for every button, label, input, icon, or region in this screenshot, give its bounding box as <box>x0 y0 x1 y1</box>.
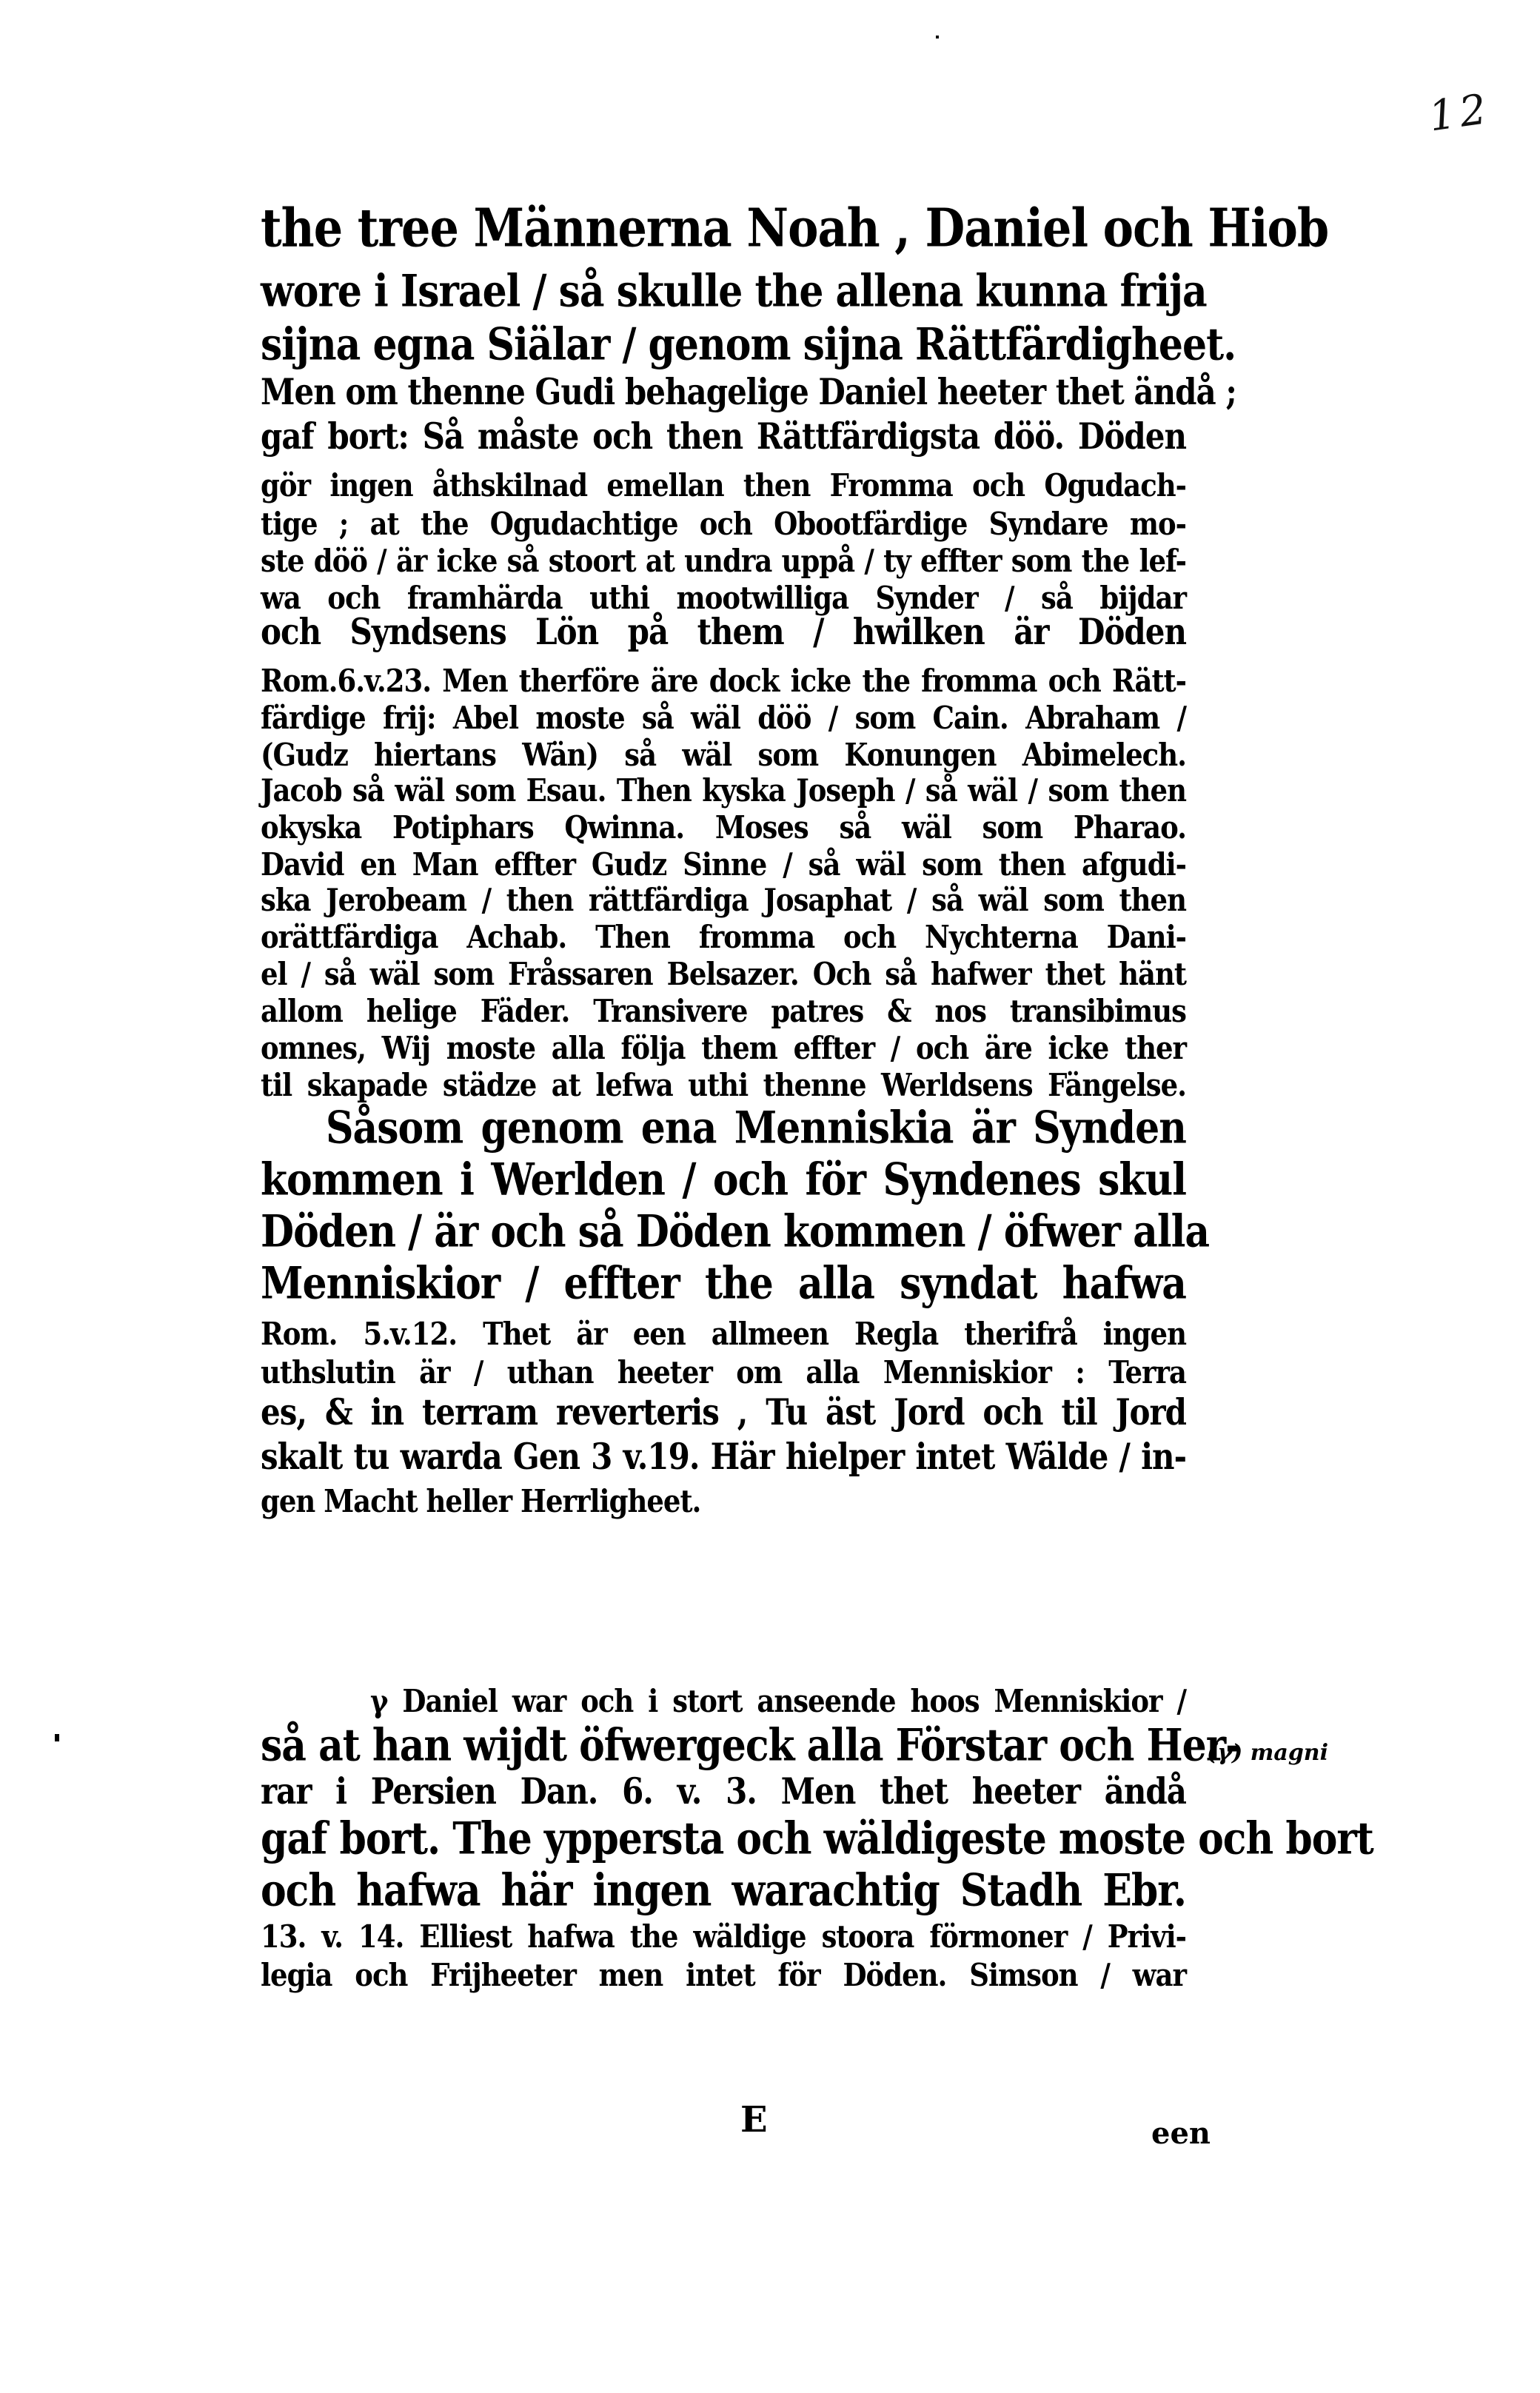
text-line-27: Rom. 5.v.12. Thet är een allmeen Regla therifrå ingen <box>261 1314 1186 1353</box>
text-line-33: så at han wijdt öfwergeck alla Förstar och Her- <box>261 1719 1241 1772</box>
text-line-24: kommen i Werlden / och för Syndenes skul <box>261 1154 1186 1206</box>
text-line-14: Jacob så wäl som Esau. Then kyska Joseph / så wäl / som then <box>261 771 1186 809</box>
text-line-18: orättfärdiga Achab. Then fromma och Nychterna Dani- <box>261 917 1186 956</box>
text-line-12: färdige frij: Abel moste så wäl döö / som Cain. Abraham / <box>261 698 1186 737</box>
text-line-4: Men om thenne Gudi behagelige Daniel heeter thet ändå ; <box>261 371 1236 413</box>
text-line-31: gen Macht heller Herrligheet. <box>261 1482 701 1520</box>
text-line-29: es, & in terram reverteris , Tu äst Jord och til Jord <box>261 1391 1186 1433</box>
text-line-30: skalt tu warda Gen 3 v.19. Här hielper intet Wälde / in- <box>261 1436 1186 1478</box>
text-line-21: omnes, Wij moste alla följa them effter / och äre icke ther <box>261 1028 1186 1067</box>
text-line-38: legia och Frijheeter men intet för Döden. Simson / war <box>261 1955 1186 1994</box>
text-line-9: wa och framhärda uthi mootwilliga Synder / så bijdar <box>261 578 1186 617</box>
text-line-36: och hafwa här ingen warachtig Stadh Ebr. <box>261 1864 1186 1917</box>
text-line-10: och Syndsens Lön på them / hwilken är Döden <box>261 611 1186 653</box>
text-line-22: til skapade städze at lefwa uthi thenne Werldsens Fängelse. <box>261 1065 1186 1104</box>
text-line-23: Såsom genom ena Menniskia är Synden <box>326 1102 1186 1154</box>
text-line-3: sijna egna Siälar / genom sijna Rättfärdigheet. <box>261 318 1236 371</box>
text-line-7: tige ; at the Ogudachtige och Obootfärdige Syndare mo- <box>261 504 1186 543</box>
ink-speck <box>936 36 939 39</box>
text-line-16: David en Man effter Gudz Sinne / så wäl som then afgudi- <box>261 845 1186 883</box>
text-line-28: uthslutin är / uthan heeter om alla Menniskior : Terra <box>261 1353 1186 1391</box>
text-line-15: okyska Potiphars Qwinna. Moses så wäl som Pharao. <box>261 808 1186 846</box>
page-number: 12 <box>1425 84 1494 141</box>
text-line-37: 13. v. 14. Elliest hafwa the wäldige stoora förmoner / Privi- <box>261 1917 1186 1955</box>
text-line-5: gaf bort: Så måste och then Rättfärdigsta döö. Döden <box>261 415 1186 458</box>
ink-speck <box>55 1734 59 1741</box>
text-line-6: gör ingen åthskilnad emellan then Fromma och Ogudach- <box>261 466 1186 504</box>
text-line-19: el / så wäl som Fråssaren Belsazer. Och så hafwer thet hänt <box>261 954 1186 993</box>
text-line-11: Rom.6.v.23. Men therföre äre dock icke the fromma och Rätt- <box>261 661 1186 700</box>
marginal-note: (γ) magni <box>1207 1740 1329 1766</box>
text-line-20: allom helige Fäder. Transivere patres & nos transibimus <box>261 991 1186 1030</box>
text-line-25: Döden / är och så Döden kommen / öfwer alla <box>261 1205 1210 1258</box>
text-line-32: γ Daniel war och i stort anseende hoos Menniskior / <box>370 1681 1186 1720</box>
text-line-13: (Gudz hiertans Wän) så wäl som Konungen Abimelech. <box>261 735 1186 774</box>
text-line-8: ste döö / är icke så stoort at undra uppå / ty effter som the lef- <box>261 541 1186 580</box>
text-line-1: the tree Männerna Noah , Daniel och Hiob <box>261 196 1329 259</box>
text-line-35: gaf bort. The yppersta och wäldigeste moste och bort <box>261 1813 1373 1865</box>
text-line-26: Menniskior / effter the alla syndat hafwa <box>261 1257 1186 1310</box>
text-line-17: ska Jerobeam / then rättfärdiga Josaphat / så wäl som then <box>261 880 1186 919</box>
catchword: een <box>1151 2116 1211 2151</box>
text-line-2: wore i Israel / så skulle the allena kunna frija <box>261 265 1207 318</box>
signature-mark: E <box>740 2099 768 2141</box>
text-line-34: rar i Persien Dan. 6. v. 3. Men thet heeter ändå <box>261 1770 1186 1813</box>
